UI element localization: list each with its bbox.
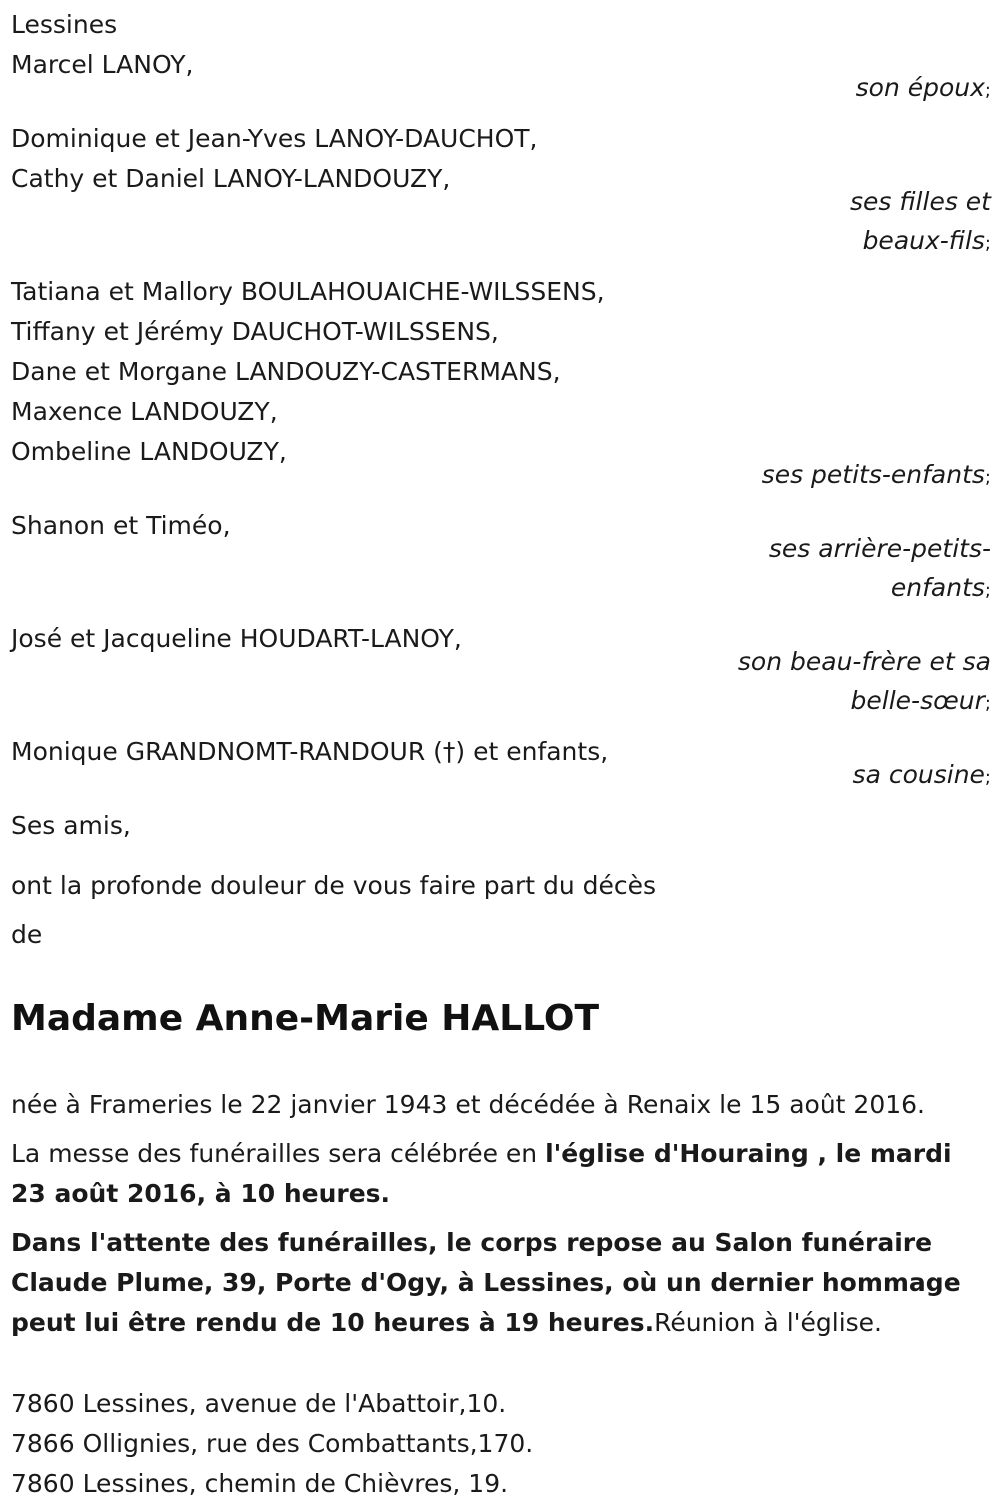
- family-member-name: Dominique et Jean-Yves LANOY-DAUCHOT,: [11, 124, 538, 153]
- family-member-name: Cathy et Daniel LANOY-LANDOUZY,: [11, 164, 451, 193]
- family-member-name: Shanon et Timéo,: [11, 511, 231, 540]
- relation-text: son beau-frère et sa: [737, 647, 991, 676]
- family-member-name: Ombeline LANDOUZY,: [11, 437, 287, 466]
- relation-terminator: ;: [984, 80, 991, 101]
- family-group: [11, 619, 991, 723]
- relation-terminator: ;: [984, 580, 991, 601]
- relation-text: ses petits-enfants: [761, 460, 985, 489]
- relation-text: ses arrière-petits-: [768, 534, 991, 563]
- family-group: [11, 506, 991, 610]
- wake-paragraph: [11, 1223, 991, 1343]
- family-member-name: Tatiana et Mallory BOULAHOUAICHE-WILSSENS,: [11, 277, 605, 306]
- family-group: [11, 732, 991, 797]
- address-line: 7860 Lessines, avenue de l'Abattoir,10.: [11, 1389, 507, 1418]
- relation-text: son époux: [855, 73, 985, 102]
- address-line: 7866 Ollignies, rue des Combattants,170.: [11, 1429, 534, 1458]
- family-list: [11, 45, 991, 797]
- birth-death-line: née à Frameries le 22 janvier 1943 et décédée à Renaix le 15 août 2016.: [11, 1090, 925, 1119]
- mass-paragraph: [11, 1134, 991, 1214]
- announcement-de: de: [11, 920, 43, 949]
- family-member-name: Dane et Morgane LANDOUZY-CASTERMANS,: [11, 357, 561, 386]
- family-member-name: Monique GRANDNOMT-RANDOUR (†) et enfants,: [11, 737, 609, 766]
- obituary-notice: [11, 5, 991, 1504]
- mass-details: l'église d'Houraing , le mardi 23 août 2016, à 10 heures.: [11, 1139, 952, 1208]
- family-member-name: José et Jacqueline HOUDART-LANOY,: [11, 624, 462, 653]
- friends-line: Ses amis,: [11, 811, 131, 840]
- relation-terminator: ;: [984, 767, 991, 788]
- mass-intro: La messe des funérailles sera célébrée en: [11, 1139, 546, 1168]
- relation-terminator: ;: [984, 467, 991, 488]
- address-line: 7860 Lessines, chemin de Chièvres, 19.: [11, 1469, 509, 1498]
- town-heading: Lessines: [11, 10, 118, 39]
- wake-tail: Réunion à l'église.: [654, 1308, 883, 1337]
- relation-line: [11, 221, 991, 263]
- relation-terminator: ;: [984, 233, 991, 254]
- deceased-name: Madame Anne-Marie HALLOT: [11, 998, 600, 1039]
- family-member-name: Maxence LANDOUZY,: [11, 397, 278, 426]
- announcement-line: ont la profonde douleur de vous faire part du décès: [11, 871, 657, 900]
- relation-text: beaux-fils: [862, 226, 985, 255]
- relation-text: sa cousine: [852, 760, 985, 789]
- relation-line: [11, 568, 991, 610]
- relation-text: belle-sœur: [850, 686, 985, 715]
- relation-terminator: ;: [984, 693, 991, 714]
- family-group: [11, 119, 991, 263]
- family-member-name: Tiffany et Jérémy DAUCHOT-WILSSENS,: [11, 317, 499, 346]
- wake-details: Dans l'attente des funérailles, le corps repose au Salon funéraire Claude Plume, 39, Porte d'Ogy, à Lessines, où un dernier hommage peut lui être rendu de 10 heures à 19 heures.: [11, 1228, 961, 1337]
- relation-text: ses filles et: [850, 187, 991, 216]
- family-group: [11, 272, 991, 497]
- relation-line: [11, 681, 991, 723]
- family-group: [11, 45, 991, 110]
- family-member-name: Marcel LANOY,: [11, 50, 194, 79]
- address-list: [11, 1384, 991, 1504]
- relation-text: enfants: [890, 573, 985, 602]
